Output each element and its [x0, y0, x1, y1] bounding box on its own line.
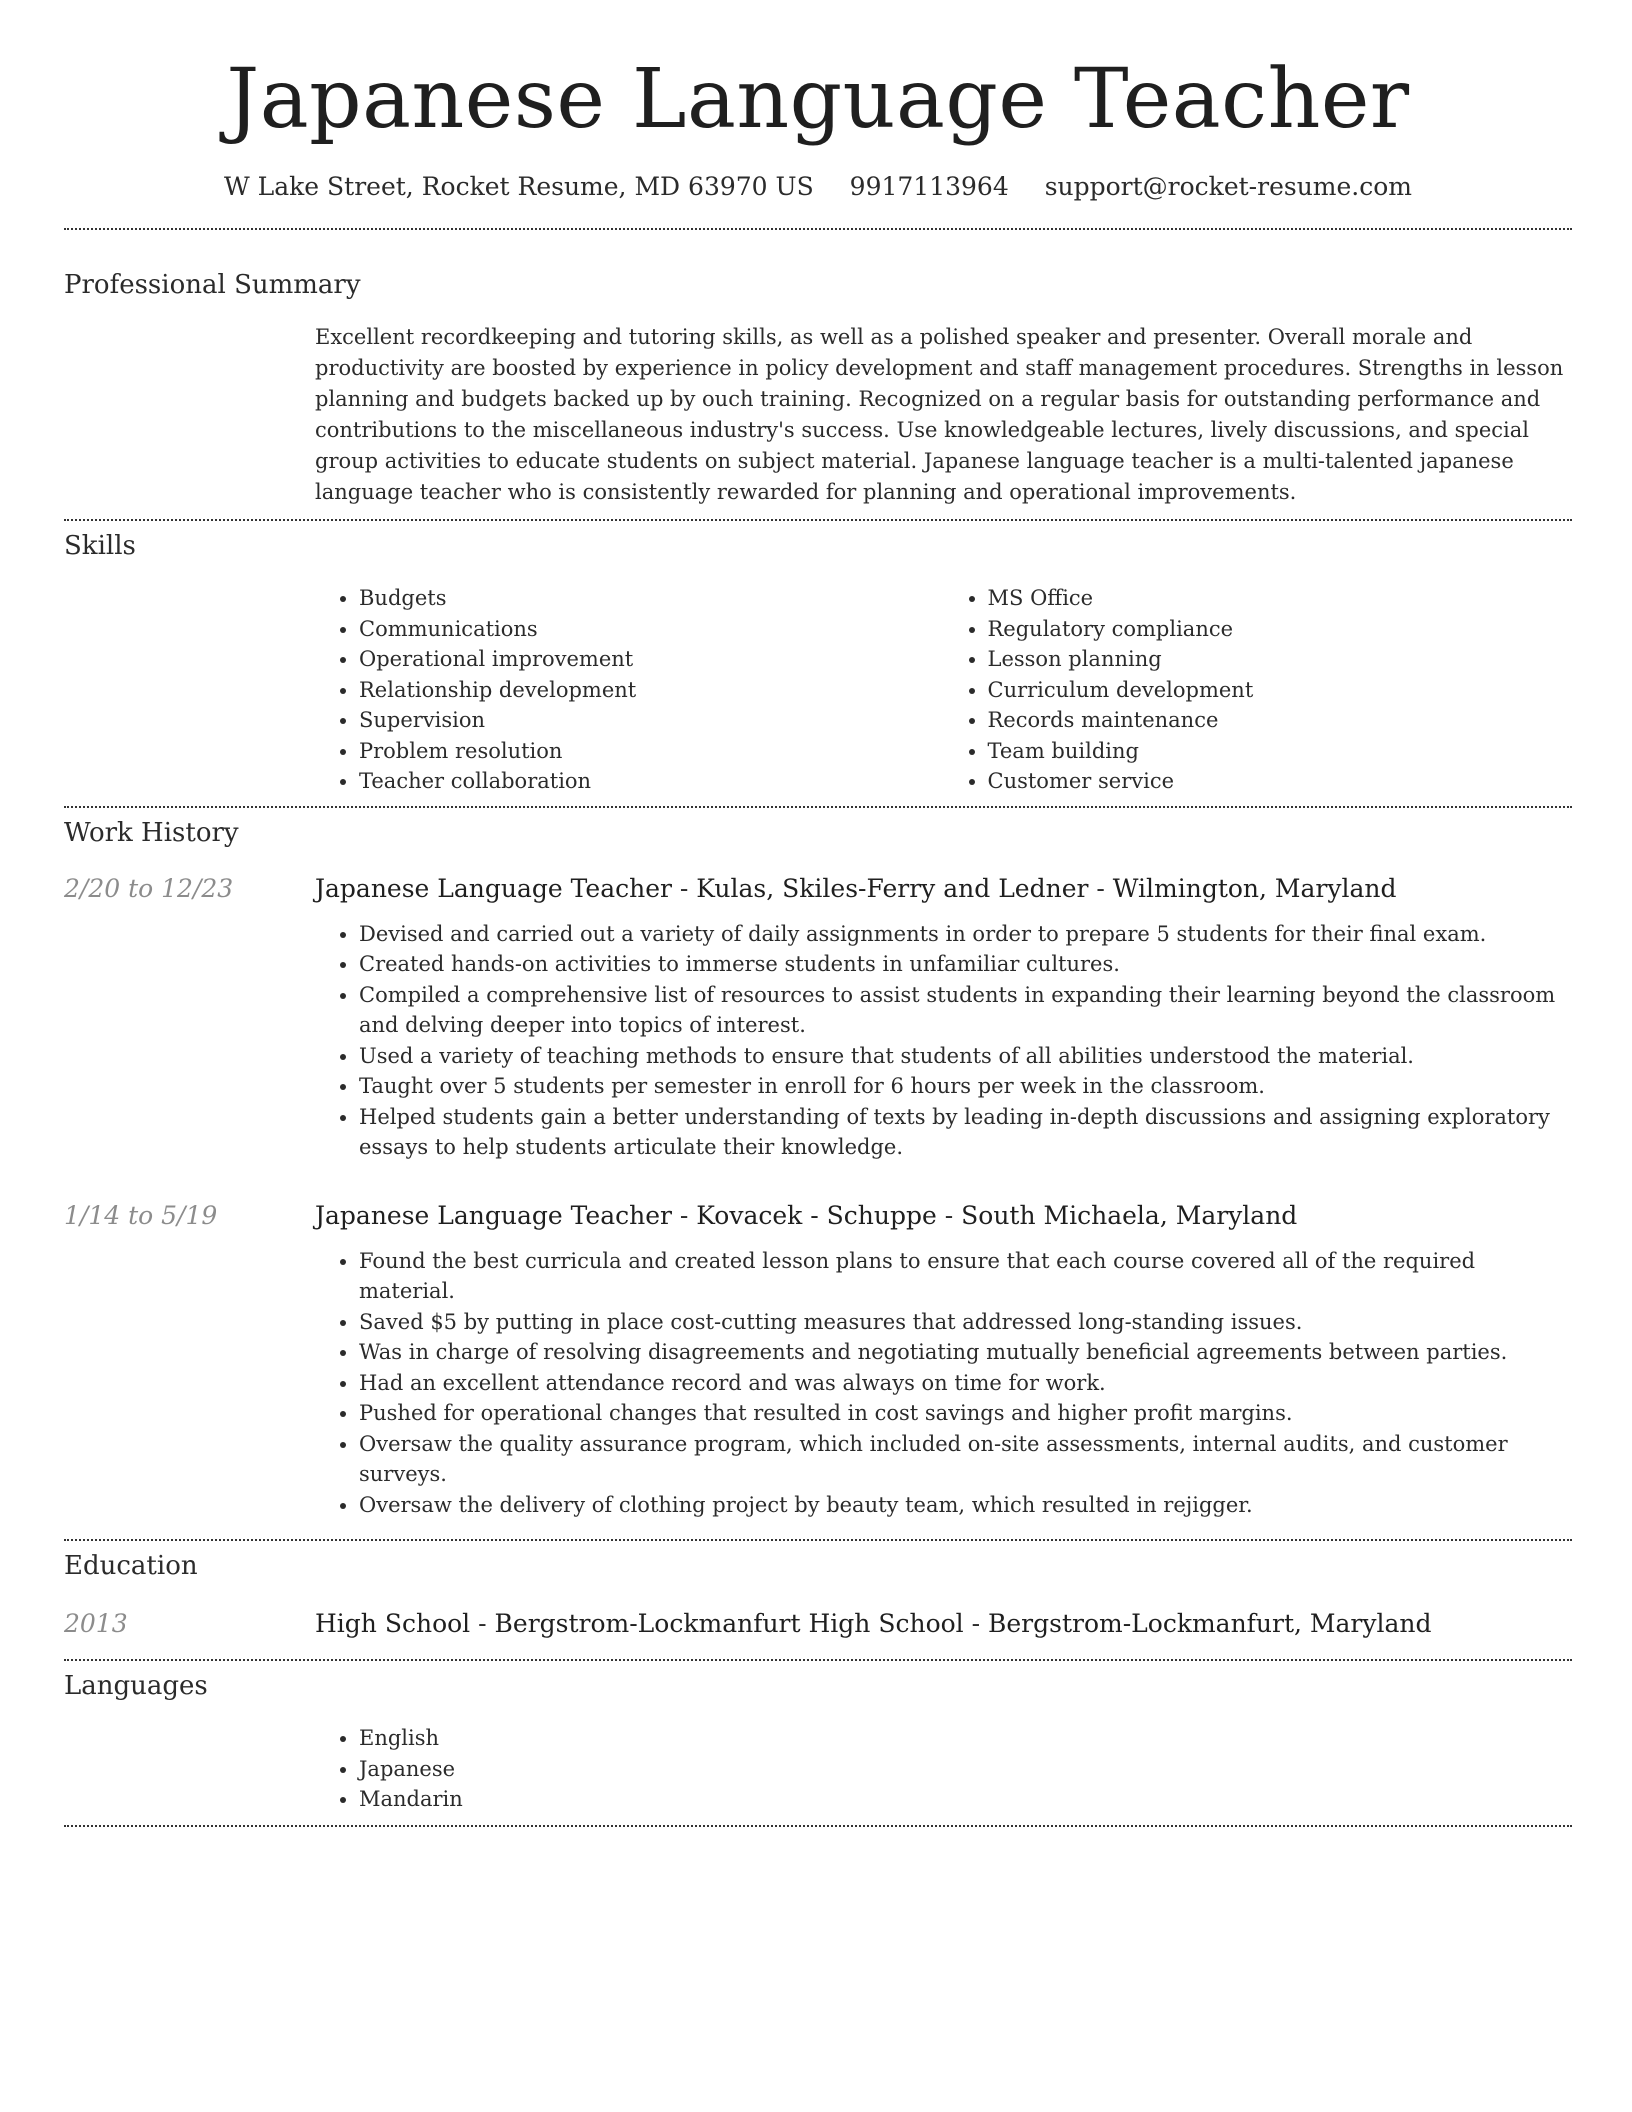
- skill-item: • Operational improvement: [359, 644, 944, 675]
- skills-section: [64, 521, 1572, 797]
- separator: -: [470, 1609, 495, 1638]
- job-bullet: • Helped students gain a better understanding of texts by leading in-depth discussions and assigning exploratory essays to help students articulate their knowledge.: [359, 1102, 1572, 1163]
- job-title: [315, 872, 1572, 906]
- summary-title: Professional Summary: [64, 270, 361, 300]
- skill-item: • Curriculum development: [988, 675, 1573, 706]
- skill-item: • Relationship development: [359, 675, 944, 706]
- separator: -: [671, 873, 697, 903]
- languages-list: [315, 1723, 1572, 1815]
- divider: [64, 1825, 1572, 1827]
- job-bullet: • Was in charge of resolving disagreements and negotiating mutually beneficial agreements between parties.: [359, 1337, 1572, 1368]
- education-school: Bergstrom-Lockmanfurt High School: [494, 1609, 964, 1638]
- skill-item: • Communications: [359, 614, 944, 645]
- contact-email: support@rocket-resume.com: [1044, 172, 1412, 201]
- skill-item: • MS Office: [988, 583, 1573, 614]
- job-dates: 1/14 to 5/19: [64, 1200, 218, 1230]
- job-bullet: • Found the best curricula and created lesson plans to ensure that each course covered all of the required material.: [359, 1246, 1572, 1307]
- language-item: • Japanese: [359, 1754, 1572, 1785]
- job-bullet: • Taught over 5 students per semester in enroll for 6 hours per week in the classroom.: [359, 1071, 1572, 1102]
- job-bullet: • Devised and carried out a variety of daily assignments in order to prepare 5 students for their final exam.: [359, 919, 1572, 950]
- skills-grid: [315, 583, 1572, 797]
- separator: -: [936, 1200, 962, 1230]
- job-bullet: • Had an excellent attendance record and was always on time for work.: [359, 1368, 1572, 1399]
- skills-list-left: [315, 583, 944, 797]
- job-company: Kulas, Skiles-Ferry and Ledner: [696, 873, 1089, 903]
- job-bullets-wrap: [315, 919, 1572, 1163]
- skill-item: • Supervision: [359, 705, 944, 736]
- job-bullets: [315, 1246, 1572, 1521]
- job-dates: 2/20 to 12/23: [64, 873, 234, 903]
- education-section: [64, 1541, 1572, 1641]
- job-bullet: • Used a variety of teaching methods to ensure that students of all abilities understood the material.: [359, 1041, 1572, 1072]
- summary-text: Excellent recordkeeping and tutoring skills, as well as a polished speaker and presenter. Overall morale and productivity are boosted by experience in policy development and staff management procedures. Strengths in lesson planning and budgets backed up by ouch training. Recognized on a regular basis for outstanding performance and contributions to the miscellaneous industry's success. Use knowledgeable lectures, lively discussions, and special group activities to educate students on subject material. Japanese language teacher is a multi-talented japanese language teacher who is consistently rewarded for planning and operational improvements.: [315, 325, 1564, 504]
- resume-page: [64, 0, 1572, 1827]
- skill-item: • Problem resolution: [359, 736, 944, 767]
- education-title: Education: [64, 1551, 198, 1581]
- education-location: Bergstrom-Lockmanfurt, Maryland: [988, 1609, 1432, 1638]
- job-entry: [64, 872, 1572, 1163]
- job-location: Wilmington, Maryland: [1112, 873, 1397, 903]
- contact-phone: 9917113964: [849, 172, 1009, 201]
- summary-section: [64, 230, 1572, 508]
- education-entry: [64, 1607, 1572, 1641]
- work-section: [64, 808, 1572, 1521]
- separator: -: [963, 1609, 989, 1638]
- job-role: Japanese Language Teacher: [315, 873, 672, 903]
- skill-item: • Lesson planning: [988, 644, 1573, 675]
- job-location: South Michaela, Maryland: [961, 1200, 1298, 1230]
- job-company: Kovacek - Schuppe: [696, 1200, 937, 1230]
- job-title: [315, 1199, 1572, 1233]
- skill-item: • Records maintenance: [988, 705, 1573, 736]
- languages-section: [64, 1661, 1572, 1815]
- education-degree: High School: [315, 1609, 471, 1638]
- languages-title: Languages: [64, 1671, 208, 1701]
- skill-item: • Team building: [988, 736, 1573, 767]
- separator: -: [671, 1200, 697, 1230]
- language-item: • Mandarin: [359, 1784, 1572, 1815]
- work-title: Work History: [64, 817, 239, 848]
- skill-item: • Budgets: [359, 583, 944, 614]
- job-bullets-wrap: [315, 1246, 1572, 1521]
- education-title-line: [315, 1607, 1572, 1641]
- job-bullet: • Pushed for operational changes that resulted in cost savings and higher profit margins.: [359, 1398, 1572, 1429]
- job-bullet: • Created hands-on activities to immerse students in unfamiliar cultures.: [359, 949, 1572, 980]
- job-bullet: • Compiled a comprehensive list of resources to assist students in expanding their learning beyond the classroom and delving deeper into topics of interest.: [359, 980, 1572, 1041]
- contact-line: [64, 170, 1572, 204]
- skill-item: • Regulatory compliance: [988, 614, 1573, 645]
- candidate-name: Japanese Language Teacher: [226, 52, 1410, 147]
- job-bullets: [315, 919, 1572, 1163]
- education-date: 2013: [64, 1609, 128, 1638]
- job-bullet: • Oversaw the quality assurance program, which included on-site assessments, internal audits, and customer surveys.: [359, 1429, 1572, 1490]
- contact-address: W Lake Street, Rocket Resume, MD 63970 US: [224, 172, 814, 201]
- separator: -: [1088, 873, 1113, 903]
- skills-list-right: [944, 583, 1573, 797]
- job-entry: [64, 1199, 1572, 1521]
- skill-item: • Teacher collaboration: [359, 766, 944, 797]
- job-bullet: • Oversaw the delivery of clothing project by beauty team, which resulted in rejigger.: [359, 1490, 1572, 1521]
- job-role: Japanese Language Teacher: [315, 1200, 672, 1230]
- languages-wrap: [315, 1723, 1572, 1815]
- job-bullet: • Saved $5 by putting in place cost-cutting measures that addressed long-standing issues.: [359, 1307, 1572, 1338]
- language-item: • English: [359, 1723, 1572, 1754]
- skills-title: Skills: [64, 531, 136, 561]
- skill-item: • Customer service: [988, 766, 1573, 797]
